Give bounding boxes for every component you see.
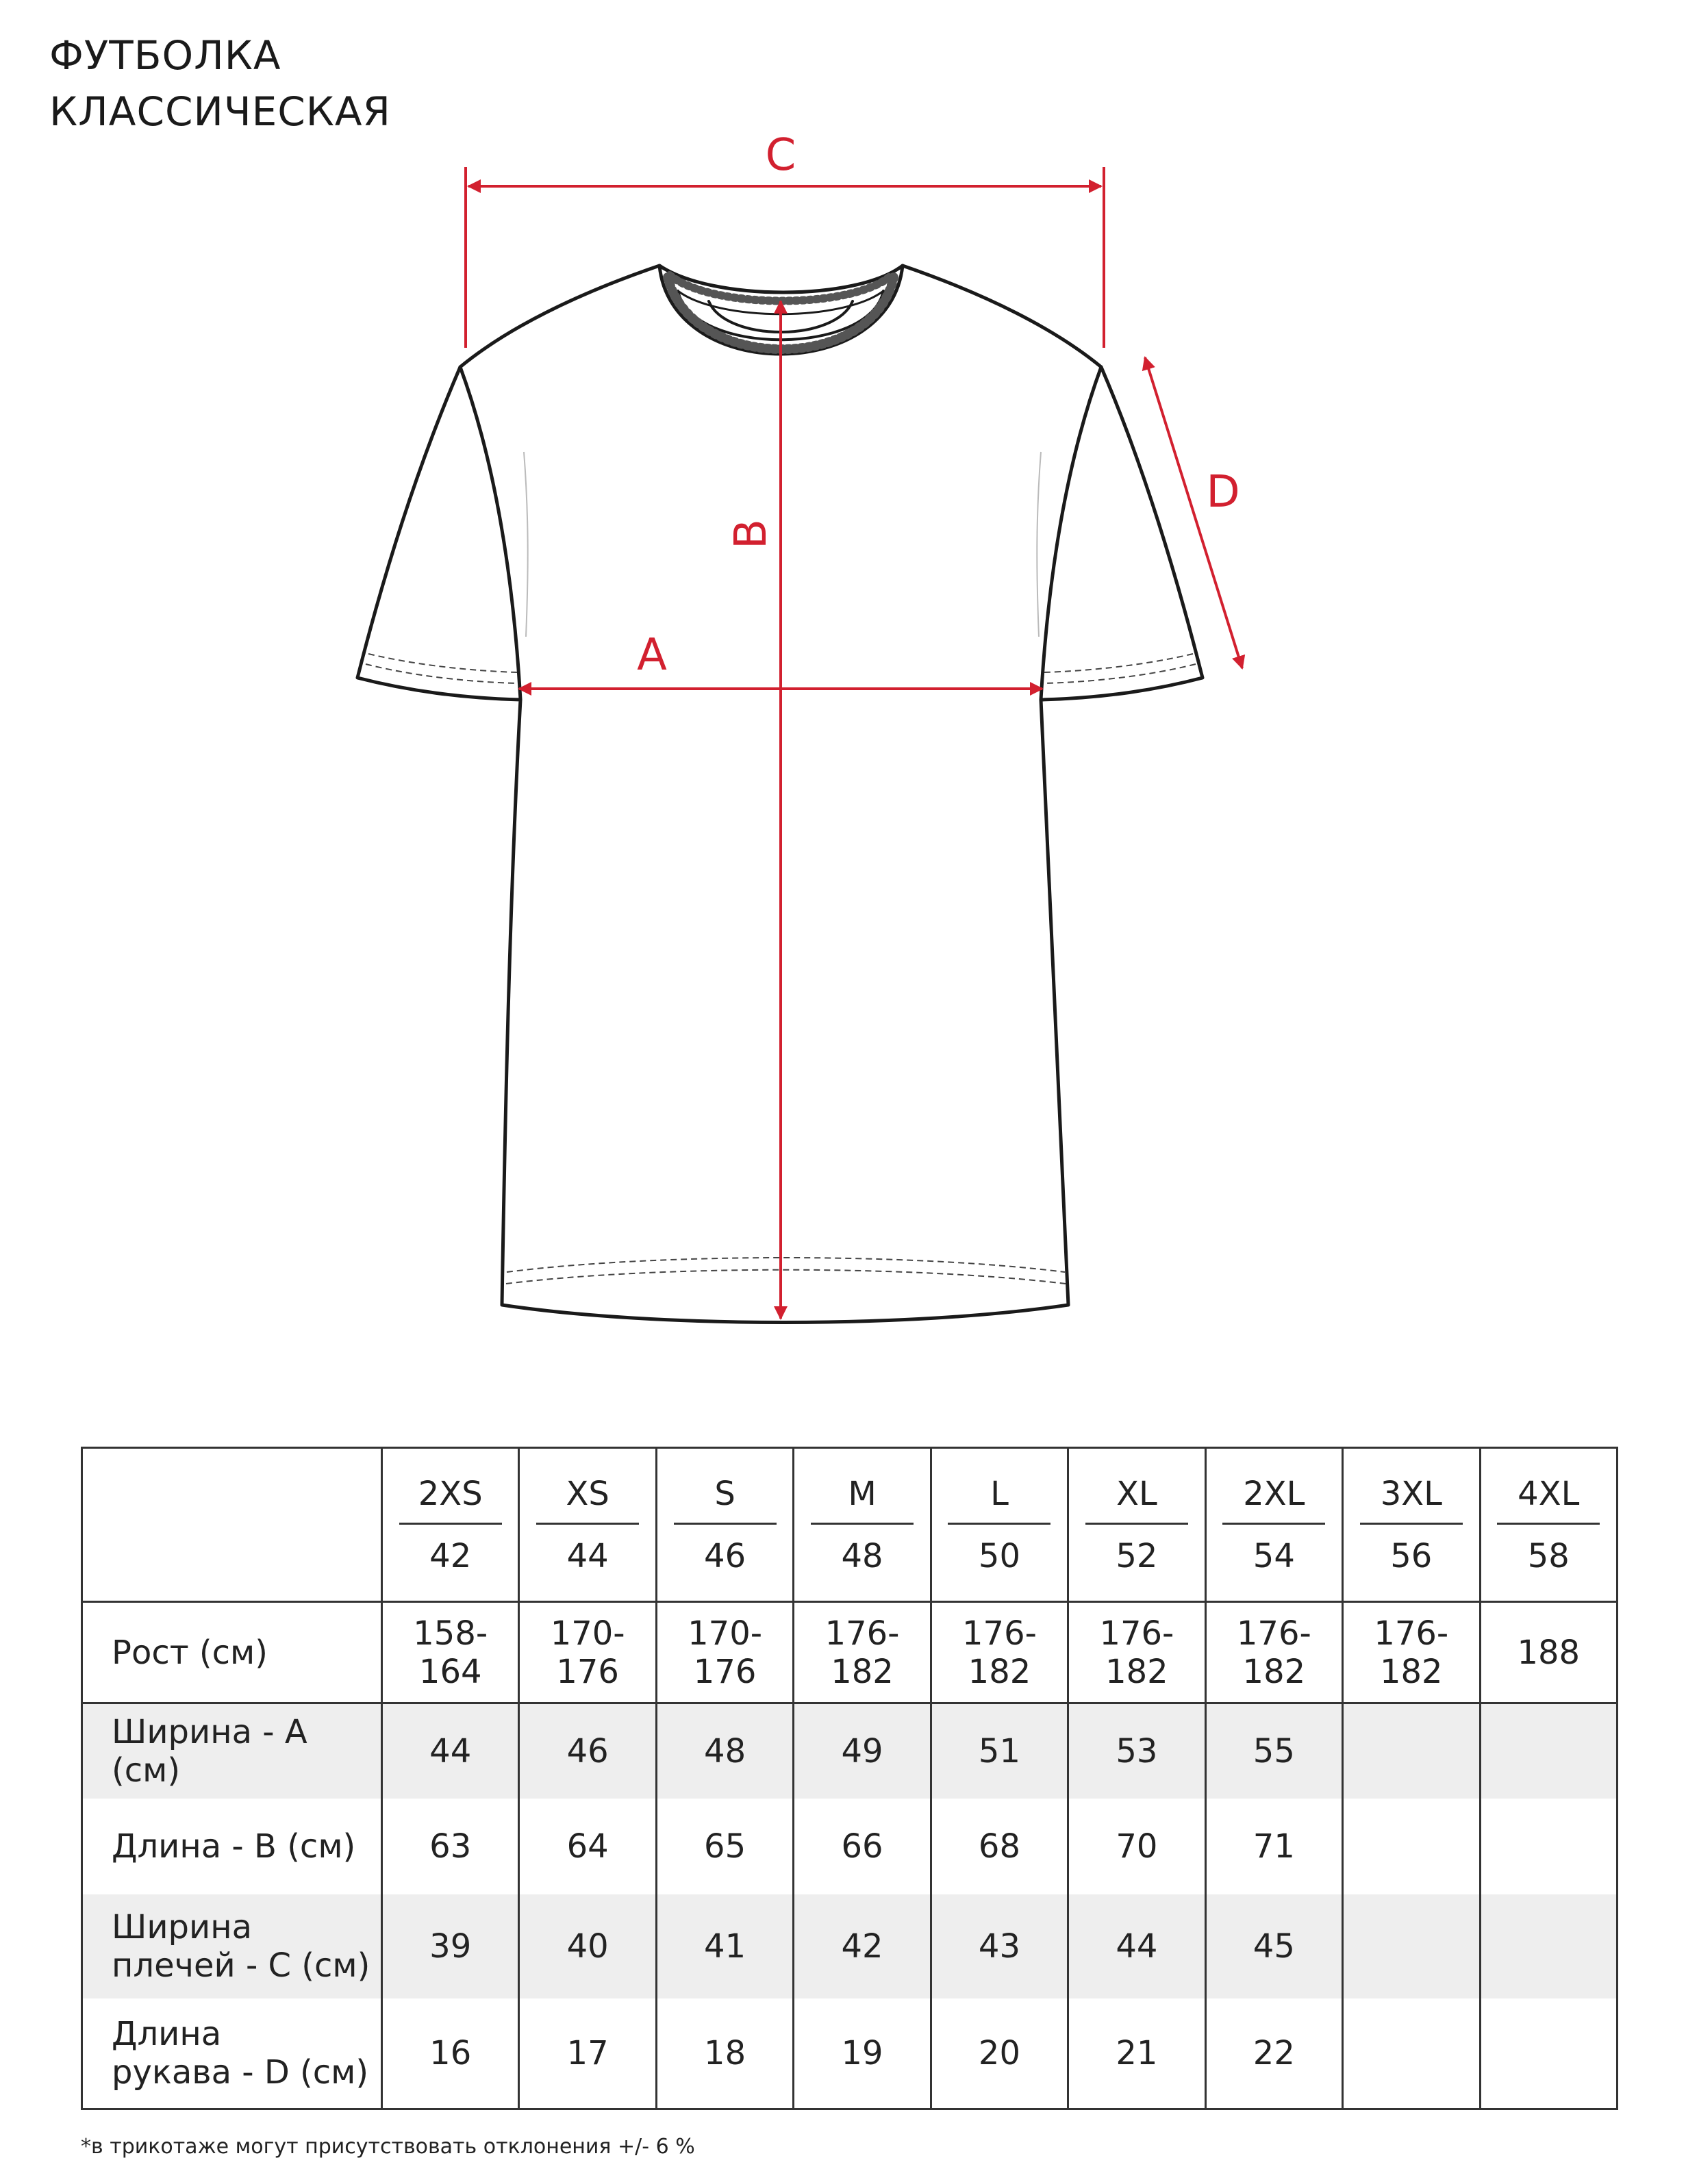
intl-size: 2XS xyxy=(399,1475,502,1525)
ru-size: 56 xyxy=(1390,1536,1433,1575)
size-header xyxy=(1068,1448,1205,1602)
table-cell: 42 xyxy=(794,1894,931,1998)
footnote: *в трикотаже могут присутствовать отклонения +/- 6 % xyxy=(81,2135,695,2159)
table-cell xyxy=(1480,1799,1618,1894)
size-header xyxy=(656,1448,793,1602)
size-header xyxy=(382,1448,519,1602)
table-cell: 48 xyxy=(656,1703,793,1799)
table-cell: 176-182 xyxy=(1068,1602,1205,1703)
size-header xyxy=(1480,1448,1618,1602)
size-header xyxy=(519,1448,656,1602)
table-cell: 66 xyxy=(794,1799,931,1894)
table-cell: 43 xyxy=(931,1894,1068,1998)
table-cell: 49 xyxy=(794,1703,931,1799)
table-cell: 19 xyxy=(794,1998,931,2109)
row-label: Рост (см) xyxy=(82,1602,382,1703)
size-header xyxy=(794,1448,931,1602)
table-cell: 22 xyxy=(1205,1998,1342,2109)
table-row-height xyxy=(82,1602,1618,1703)
table-cell xyxy=(1480,1998,1618,2109)
table-cell: 41 xyxy=(656,1894,793,1998)
size-header xyxy=(1343,1448,1480,1602)
table-cell xyxy=(1480,1894,1618,1998)
size-header-row xyxy=(82,1448,1618,1602)
table-cell: 63 xyxy=(382,1799,519,1894)
intl-size: XS xyxy=(536,1475,639,1525)
measurement-lines xyxy=(466,167,1242,1319)
table-cell: 45 xyxy=(1205,1894,1342,1998)
table-row-sleeve-d xyxy=(82,1998,1618,2109)
table-cell: 70 xyxy=(1068,1799,1205,1894)
table-cell: 44 xyxy=(1068,1894,1205,1998)
intl-size: XL xyxy=(1085,1475,1188,1525)
table-cell: 51 xyxy=(931,1703,1068,1799)
intl-size: L xyxy=(948,1475,1050,1525)
title-line-2: КЛАССИЧЕСКАЯ xyxy=(49,88,391,135)
table-row-width-a xyxy=(82,1703,1618,1799)
table-row-shoulder-c xyxy=(82,1894,1618,1998)
intl-size: 2XL xyxy=(1222,1475,1325,1525)
table-cell: 16 xyxy=(382,1998,519,2109)
table-cell: 17 xyxy=(519,1998,656,2109)
table-cell: 64 xyxy=(519,1799,656,1894)
table-cell xyxy=(1343,1894,1480,1998)
ru-size: 42 xyxy=(429,1536,472,1575)
table-cell xyxy=(1343,1998,1480,2109)
table-cell: 55 xyxy=(1205,1703,1342,1799)
table-cell: 188 xyxy=(1480,1602,1618,1703)
label-c: C xyxy=(765,130,796,181)
table-cell: 53 xyxy=(1068,1703,1205,1799)
row-label: Ширина плечей - С (см) xyxy=(82,1894,382,1998)
ru-size: 52 xyxy=(1116,1536,1158,1575)
size-header xyxy=(931,1448,1068,1602)
ru-size: 44 xyxy=(566,1536,609,1575)
table-cell xyxy=(1480,1703,1618,1799)
table-cell: 44 xyxy=(382,1703,519,1799)
table-cell: 39 xyxy=(382,1894,519,1998)
label-d: D xyxy=(1206,467,1240,518)
size-table xyxy=(81,1447,1618,2110)
size-header xyxy=(1205,1448,1342,1602)
table-cell: 40 xyxy=(519,1894,656,1998)
table-cell: 21 xyxy=(1068,1998,1205,2109)
intl-size: 3XL xyxy=(1360,1475,1463,1525)
table-cell: 158-164 xyxy=(382,1602,519,1703)
ru-size: 54 xyxy=(1253,1536,1295,1575)
table-cell: 170-176 xyxy=(519,1602,656,1703)
table-cell: 65 xyxy=(656,1799,793,1894)
ru-size: 50 xyxy=(978,1536,1020,1575)
intl-size: M xyxy=(811,1475,914,1525)
table-cell: 18 xyxy=(656,1998,793,2109)
label-b: B xyxy=(726,519,777,549)
table-cell: 68 xyxy=(931,1799,1068,1894)
row-label: Длина - В (см) xyxy=(82,1799,382,1894)
table-cell: 176-182 xyxy=(931,1602,1068,1703)
table-cell: 46 xyxy=(519,1703,656,1799)
table-cell: 170-176 xyxy=(656,1602,793,1703)
table-cell: 176-182 xyxy=(1343,1602,1480,1703)
table-cell: 71 xyxy=(1205,1799,1342,1894)
intl-size: 4XL xyxy=(1497,1475,1600,1525)
row-label: Ширина - А (см) xyxy=(82,1703,382,1799)
ru-size: 46 xyxy=(704,1536,746,1575)
table-cell: 176-182 xyxy=(1205,1602,1342,1703)
table-cell xyxy=(1343,1799,1480,1894)
ru-size: 58 xyxy=(1527,1536,1570,1575)
table-cell: 176-182 xyxy=(794,1602,931,1703)
table-cell: 20 xyxy=(931,1998,1068,2109)
header-corner xyxy=(82,1448,382,1602)
table-cell xyxy=(1343,1703,1480,1799)
table-row-length-b xyxy=(82,1799,1618,1894)
row-label: Длина рукава - D (см) xyxy=(82,1998,382,2109)
title-line-1: ФУТБОЛКА xyxy=(49,32,281,79)
fold-marks xyxy=(524,452,1041,637)
label-a: A xyxy=(637,630,667,681)
intl-size: S xyxy=(674,1475,777,1525)
ru-size: 48 xyxy=(841,1536,883,1575)
